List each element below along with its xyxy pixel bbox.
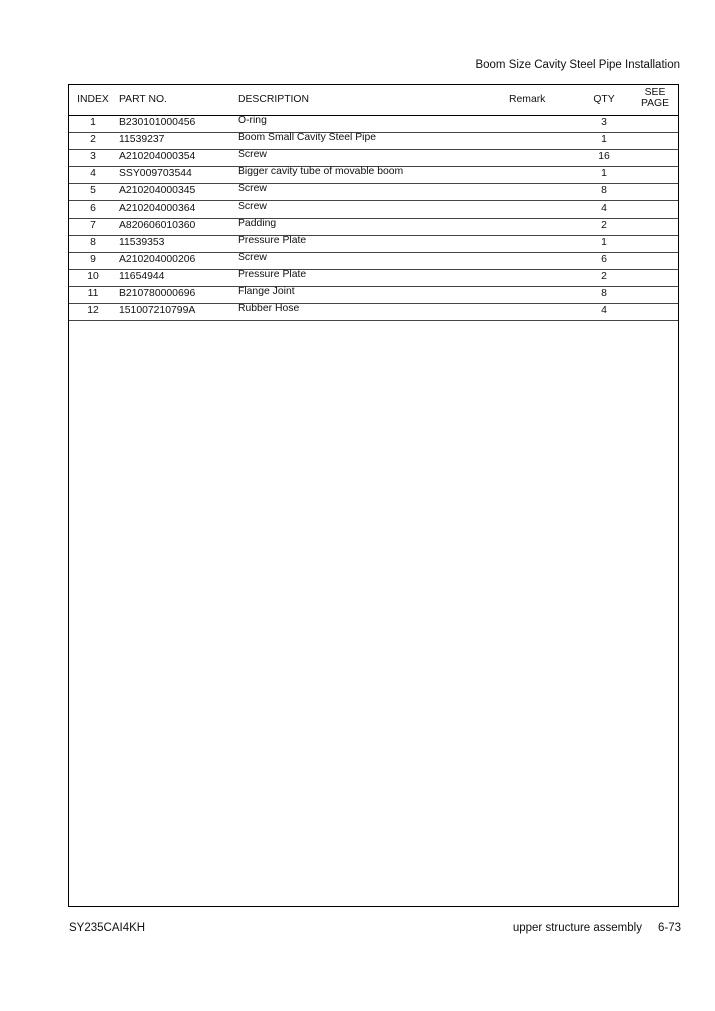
row-qty: 6 xyxy=(601,253,607,265)
row-index: 2 xyxy=(90,134,96,146)
see-page-line1: SEE xyxy=(644,87,666,98)
table-header xyxy=(69,85,678,116)
footer-page-info xyxy=(513,922,681,934)
row-qty: 3 xyxy=(601,117,607,128)
row-qty: 8 xyxy=(601,185,607,197)
row-part-no: B210780000696 xyxy=(119,288,196,299)
row-index: 11 xyxy=(87,288,99,299)
table-row xyxy=(69,286,678,304)
table-row xyxy=(69,149,678,167)
row-part-no: A210204000364 xyxy=(119,202,196,214)
table-row xyxy=(69,269,678,287)
row-index: 6 xyxy=(90,202,96,214)
row-part-no: 11539237 xyxy=(119,134,165,146)
column-header-index: INDEX xyxy=(77,94,109,105)
table-row xyxy=(69,166,678,184)
row-qty: 1 xyxy=(601,168,607,180)
row-qty: 2 xyxy=(601,270,607,282)
table-row xyxy=(69,218,678,236)
column-header-see-page xyxy=(635,87,675,109)
column-header-remark: Remark xyxy=(509,94,546,105)
row-index: 1 xyxy=(90,117,96,128)
row-qty: 2 xyxy=(601,219,607,231)
row-qty: 8 xyxy=(601,288,607,299)
table-row xyxy=(69,183,678,201)
row-index: 12 xyxy=(87,305,99,317)
footer-section: upper structure assembly xyxy=(512,922,642,934)
row-description: Pressure Plate xyxy=(238,234,307,246)
row-description: Screw xyxy=(238,149,267,161)
row-description: Rubber Hose xyxy=(238,303,300,315)
table-row xyxy=(69,132,678,150)
column-header-qty: QTY xyxy=(593,94,615,105)
row-part-no: 151007210799A xyxy=(119,305,196,317)
table-row xyxy=(69,303,678,321)
row-part-no: SSY009703544 xyxy=(119,168,192,180)
footer-page-number: 6-73 xyxy=(657,922,681,934)
row-description: Screw xyxy=(238,200,267,212)
row-index: 9 xyxy=(90,253,96,265)
row-description: Screw xyxy=(238,251,267,263)
table-row xyxy=(69,115,678,133)
footer-model: SY235CAI4KH xyxy=(69,922,146,934)
row-qty: 1 xyxy=(601,134,607,146)
row-qty: 4 xyxy=(601,305,607,317)
row-part-no: 11539353 xyxy=(119,236,165,248)
table-row xyxy=(69,201,678,219)
row-description: Flange Joint xyxy=(238,286,295,297)
row-qty: 1 xyxy=(601,236,607,248)
page-title: Boom Size Cavity Steel Pipe Installation xyxy=(475,59,680,71)
row-part-no: A210204000345 xyxy=(119,185,196,197)
row-index: 4 xyxy=(90,168,96,180)
row-description: Pressure Plate xyxy=(238,268,307,280)
row-part-no: B230101000456 xyxy=(119,117,196,128)
parts-table xyxy=(68,84,679,907)
row-part-no: A210204000206 xyxy=(119,253,196,265)
column-header-description: DESCRIPTION xyxy=(238,94,310,105)
see-page-line2: PAGE xyxy=(640,98,670,109)
row-index: 7 xyxy=(90,219,96,231)
row-qty: 16 xyxy=(598,151,610,163)
table-row xyxy=(69,252,678,270)
table-row xyxy=(69,235,678,253)
row-description: Screw xyxy=(238,183,267,195)
row-description: Bigger cavity tube of movable boom xyxy=(238,166,404,178)
row-part-no: 11654944 xyxy=(119,270,165,282)
row-description: O-ring xyxy=(238,115,267,126)
row-part-no: A820606010360 xyxy=(119,219,196,231)
row-index: 3 xyxy=(90,151,96,163)
column-header-part-no: PART NO. xyxy=(119,94,167,105)
row-description: Padding xyxy=(238,217,277,229)
row-qty: 4 xyxy=(601,202,607,214)
row-index: 5 xyxy=(90,185,96,197)
row-part-no: A210204000354 xyxy=(119,151,196,163)
row-index: 8 xyxy=(90,236,96,248)
row-description: Boom Small Cavity Steel Pipe xyxy=(238,132,377,144)
row-index: 10 xyxy=(87,270,99,282)
